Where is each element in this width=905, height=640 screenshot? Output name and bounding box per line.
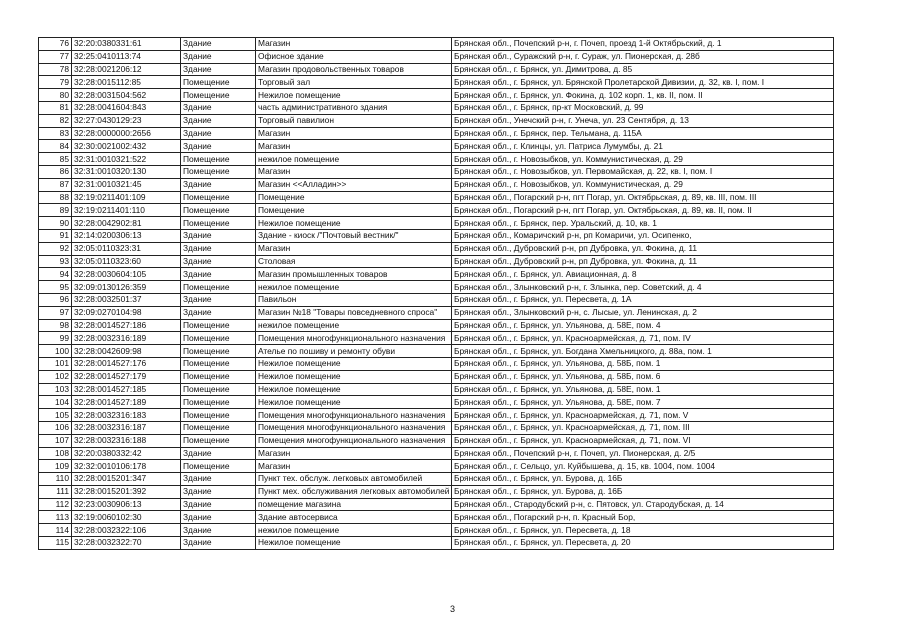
object-type-cell: Помещение [181,421,256,434]
row-number-cell: 101 [39,357,72,370]
address-cell: Брянская обл., Погарский р-н, пгт Погар, ул. Октябрьская, д. 89, кв. II, пом. II [452,204,834,217]
cadastral-number-cell: 32:28:0021206:12 [72,63,181,76]
row-number-cell: 110 [39,473,72,486]
object-name-cell: Помещение [256,191,452,204]
cadastral-number-cell: 32:30:0021002:432 [72,140,181,153]
table-row [39,485,834,498]
cadastral-number-cell: 32:31:0010321:45 [72,178,181,191]
object-type-cell: Здание [181,447,256,460]
row-number-cell: 115 [39,537,72,550]
object-type-cell: Здание [181,101,256,114]
cadastral-number-cell: 32:28:0031504:562 [72,89,181,102]
object-name-cell: Офисное здание [256,50,452,63]
object-name-cell: Магазин промышленных товаров [256,268,452,281]
cadastral-number-cell: 32:23:0030906:13 [72,498,181,511]
table-row [39,409,834,422]
address-cell: Брянская обл., Злынковский р-н, г. Злынка, пер. Советский, д. 4 [452,281,834,294]
object-type-cell: Здание [181,255,256,268]
table-row [39,89,834,102]
object-name-cell: Нежилое помещение [256,370,452,383]
object-name-cell: Нежилое помещение [256,217,452,230]
cadastral-number-cell: 32:25:0410113:74 [72,50,181,63]
cadastral-number-cell: 32:28:0000000:2656 [72,127,181,140]
object-name-cell: Магазин [256,242,452,255]
address-cell: Брянская обл., г. Новозыбков, ул. Коммунистическая, д. 29 [452,153,834,166]
cadastral-number-cell: 32:28:0014527:176 [72,357,181,370]
object-type-cell: Помещение [181,345,256,358]
cadastral-number-cell: 32:28:0032316:187 [72,421,181,434]
table-row [39,460,834,473]
cadastral-number-cell: 32:28:0032316:189 [72,332,181,345]
address-cell: Брянская обл., г. Брянск, ул. Бурова, д. 16Б [452,485,834,498]
address-cell: Брянская обл., г. Клинцы, ул. Патриса Лумумбы, д. 21 [452,140,834,153]
address-cell: Брянская обл., Злынковский р-н, с. Лысые, ул. Ленинская, д. 2 [452,306,834,319]
cadastral-number-cell: 32:19:0211401:109 [72,191,181,204]
object-type-cell: Здание [181,473,256,486]
cadastral-number-cell: 32:28:0014527:179 [72,370,181,383]
object-type-cell: Помещение [181,319,256,332]
object-name-cell: Нежилое помещение [256,383,452,396]
row-number-cell: 77 [39,50,72,63]
object-type-cell: Здание [181,293,256,306]
object-name-cell: нежилое помещение [256,281,452,294]
table-row [39,165,834,178]
object-type-cell: Помещение [181,370,256,383]
object-type-cell: Здание [181,114,256,127]
object-type-cell: Помещение [181,165,256,178]
object-name-cell: Магазин [256,127,452,140]
cadastral-number-cell: 32:28:0042902:81 [72,217,181,230]
cadastral-number-cell: 32:05:0110323:60 [72,255,181,268]
object-name-cell: Магазин <<Алладин>> [256,178,452,191]
address-cell: Брянская обл., г. Брянск, ул. Пересвета, д. 18 [452,524,834,537]
cadastral-number-cell: 32:28:0014527:185 [72,383,181,396]
address-cell: Брянская обл., Дубровский р-н, рп Дубровка, ул. Фокина, д. 11 [452,255,834,268]
row-number-cell: 82 [39,114,72,127]
object-type-cell: Здание [181,524,256,537]
object-name-cell: Помещения многофункционального назначения [256,332,452,345]
cadastral-number-cell: 32:20:0380332:42 [72,447,181,460]
row-number-cell: 84 [39,140,72,153]
row-number-cell: 91 [39,229,72,242]
object-type-cell: Здание [181,537,256,550]
address-cell: Брянская обл., Стародубский р-н, с. Пятовск, ул. Стародубская, д. 14 [452,498,834,511]
row-number-cell: 100 [39,345,72,358]
object-name-cell: Магазин №18 "Товары повседневного спроса" [256,306,452,319]
cadastral-number-cell: 32:19:0060102:30 [72,511,181,524]
table-row [39,447,834,460]
object-name-cell: Помещение [256,204,452,217]
address-cell: Брянская обл., г. Брянск, ул. Димитрова, д. 85 [452,63,834,76]
row-number-cell: 105 [39,409,72,422]
address-cell: Брянская обл., Суражский р-н, г. Сураж, ул. Пионерская, д. 28б [452,50,834,63]
row-number-cell: 108 [39,447,72,460]
object-type-cell: Помещение [181,396,256,409]
row-number-cell: 96 [39,293,72,306]
table-row [39,306,834,319]
table-row [39,255,834,268]
cadastral-number-cell: 32:14:0200306:13 [72,229,181,242]
table-row [39,434,834,447]
cadastral-number-cell: 32:19:0211401:110 [72,204,181,217]
table-row [39,76,834,89]
table-row [39,345,834,358]
cadastral-number-cell: 32:20:0380331:61 [72,38,181,51]
row-number-cell: 99 [39,332,72,345]
object-name-cell: Магазин [256,140,452,153]
address-cell: Брянская обл., г. Брянск, ул. Фокина, д. 102 корп. 1, кв. II, пом. II [452,89,834,102]
row-number-cell: 104 [39,396,72,409]
table-row [39,242,834,255]
object-type-cell: Здание [181,50,256,63]
table-row [39,38,834,51]
row-number-cell: 98 [39,319,72,332]
address-cell: Брянская обл., г. Брянск, ул. Ульянова, д. 58Е, пом. 7 [452,396,834,409]
address-cell: Брянская обл., г. Брянск, ул. Бурова, д. 16Б [452,473,834,486]
address-cell: Брянская обл., г. Брянск, ул. Брянской Пролетарской Дивизии, д. 32, кв. I, пом. I [452,76,834,89]
table-row [39,319,834,332]
row-number-cell: 89 [39,204,72,217]
object-name-cell: помещение магазина [256,498,452,511]
table-row [39,357,834,370]
object-type-cell: Помещение [181,460,256,473]
object-type-cell: Помещение [181,204,256,217]
object-type-cell: Здание [181,38,256,51]
row-number-cell: 113 [39,511,72,524]
object-name-cell: Здание автосервиса [256,511,452,524]
object-type-cell: Здание [181,511,256,524]
object-name-cell: Столовая [256,255,452,268]
cadastral-number-cell: 32:31:0010320:130 [72,165,181,178]
object-name-cell: часть административного здания [256,101,452,114]
object-name-cell: Помещения многофункционального назначения [256,409,452,422]
address-cell: Брянская обл., Дубровский р-н, рп Дубровка, ул. Фокина, д. 11 [452,242,834,255]
object-type-cell: Помещение [181,434,256,447]
object-type-cell: Помещение [181,383,256,396]
row-number-cell: 95 [39,281,72,294]
table-row [39,217,834,230]
cadastral-number-cell: 32:28:0032322:106 [72,524,181,537]
address-cell: Брянская обл., Почепский р-н, г. Почеп, проезд 1-й Октябрьский, д. 1 [452,38,834,51]
table-row [39,281,834,294]
object-type-cell: Здание [181,63,256,76]
cadastral-number-cell: 32:28:0015112:85 [72,76,181,89]
object-name-cell: Магазин [256,165,452,178]
address-cell: Брянская обл., г. Брянск, ул. Красноармейская, д. 71, пом. III [452,421,834,434]
object-name-cell: Ателье по пошиву и ремонту обуви [256,345,452,358]
cadastral-number-cell: 32:27:0430129:23 [72,114,181,127]
cadastral-number-cell: 32:28:0032316:183 [72,409,181,422]
address-cell: Брянская обл., г. Брянск, ул. Ульянова, д. 58Б, пом. 6 [452,370,834,383]
table-row [39,524,834,537]
row-number-cell: 81 [39,101,72,114]
object-name-cell: нежилое помещение [256,524,452,537]
row-number-cell: 78 [39,63,72,76]
address-cell: Брянская обл., г. Сельцо, ул. Куйбышева, д. 15, кв. 1004, пом. 1004 [452,460,834,473]
object-name-cell: нежилое помещение [256,153,452,166]
object-name-cell: Пункт мех. обслуживания легковых автомобилей [256,485,452,498]
cadastral-number-cell: 32:05:0110323:31 [72,242,181,255]
table-row [39,421,834,434]
cadastral-number-cell: 32:28:0030604:105 [72,268,181,281]
cadastral-number-cell: 32:28:0041604:843 [72,101,181,114]
cadastral-number-cell: 32:31:0010321:522 [72,153,181,166]
row-number-cell: 88 [39,191,72,204]
table-row [39,268,834,281]
table-row [39,101,834,114]
object-name-cell: Нежилое помещение [256,357,452,370]
row-number-cell: 92 [39,242,72,255]
address-cell: Брянская обл., г. Новозыбков, ул. Коммунистическая, д. 29 [452,178,834,191]
address-cell: Брянская обл., г. Брянск, пер. Тельмана, д. 115А [452,127,834,140]
table-row [39,191,834,204]
object-type-cell: Здание [181,178,256,191]
object-name-cell: Магазин [256,38,452,51]
address-cell: Брянская обл., г. Новозыбков, ул. Первомайская, д. 22, кв. I, пом. I [452,165,834,178]
row-number-cell: 94 [39,268,72,281]
table-row [39,114,834,127]
object-type-cell: Здание [181,127,256,140]
cadastral-number-cell: 32:28:0032316:188 [72,434,181,447]
object-name-cell: Магазин [256,460,452,473]
table-row [39,511,834,524]
object-type-cell: Здание [181,306,256,319]
object-type-cell: Здание [181,498,256,511]
table-row [39,396,834,409]
cadastral-number-cell: 32:32:0010106:178 [72,460,181,473]
cadastral-number-cell: 32:28:0015201:347 [72,473,181,486]
cadastral-number-cell: 32:09:0130126:359 [72,281,181,294]
table-row [39,229,834,242]
address-cell: Брянская обл., г. Брянск, ул. Пересвета, д. 1А [452,293,834,306]
object-type-cell: Помещение [181,332,256,345]
object-name-cell: Торговый зал [256,76,452,89]
table-row [39,293,834,306]
object-name-cell: Пункт тех. обслуж. легковых автомобилей [256,473,452,486]
object-type-cell: Здание [181,268,256,281]
object-type-cell: Здание [181,229,256,242]
object-name-cell: Магазин продовольственных товаров [256,63,452,76]
row-number-cell: 93 [39,255,72,268]
table-row [39,383,834,396]
table-row [39,153,834,166]
table-row [39,127,834,140]
cadastral-number-cell: 32:28:0014527:186 [72,319,181,332]
row-number-cell: 79 [39,76,72,89]
address-cell: Брянская обл., Унечский р-н, г. Унеча, ул. 23 Сентября, д. 13 [452,114,834,127]
row-number-cell: 90 [39,217,72,230]
table-row [39,473,834,486]
object-name-cell: Нежилое помещение [256,89,452,102]
address-cell: Брянская обл., г. Брянск, ул. Ульянова, д. 58Е, пом. 1 [452,383,834,396]
address-cell: Брянская обл., Почепский р-н, г. Почеп, ул. Пионерская, д. 2/5 [452,447,834,460]
address-cell: Брянская обл., г. Брянск, ул. Красноармейская, д. 71, пом. V [452,409,834,422]
row-number-cell: 106 [39,421,72,434]
cadastral-number-cell: 32:28:0032501:37 [72,293,181,306]
table-row [39,537,834,550]
address-cell: Брянская обл., г. Брянск, ул. Пересвета, д. 20 [452,537,834,550]
address-cell: Брянская обл., Погарский р-н, пгт Погар, ул. Октябрьская, д. 89, кв. III, пом. III [452,191,834,204]
row-number-cell: 102 [39,370,72,383]
row-number-cell: 111 [39,485,72,498]
object-name-cell: Здание - киоск /"Почтовый вестник/" [256,229,452,242]
table-row [39,178,834,191]
object-type-cell: Помещение [181,191,256,204]
address-cell: Брянская обл., г. Брянск, ул. Ульянова, д. 58Е, пом. 4 [452,319,834,332]
object-name-cell: Павильон [256,293,452,306]
row-number-cell: 86 [39,165,72,178]
object-type-cell: Помещение [181,357,256,370]
address-cell: Брянская обл., г. Брянск, пр-кт Московский, д. 99 [452,101,834,114]
row-number-cell: 103 [39,383,72,396]
object-name-cell: Помещения многофункционального назначения [256,421,452,434]
object-name-cell: Помещения многофункционального назначения [256,434,452,447]
address-cell: Брянская обл., г. Брянск, ул. Ульянова, д. 58Б, пом. 1 [452,357,834,370]
object-type-cell: Помещение [181,409,256,422]
object-type-cell: Помещение [181,217,256,230]
property-table-body [39,38,834,550]
row-number-cell: 97 [39,306,72,319]
row-number-cell: 87 [39,178,72,191]
object-type-cell: Помещение [181,76,256,89]
cadastral-number-cell: 32:09:0270104:98 [72,306,181,319]
object-name-cell: нежилое помещение [256,319,452,332]
row-number-cell: 80 [39,89,72,102]
object-type-cell: Помещение [181,89,256,102]
table-row [39,204,834,217]
cadastral-number-cell: 32:28:0015201:392 [72,485,181,498]
table-row [39,370,834,383]
row-number-cell: 107 [39,434,72,447]
row-number-cell: 114 [39,524,72,537]
table-row [39,498,834,511]
object-type-cell: Здание [181,242,256,255]
address-cell: Брянская обл., г. Брянск, ул. Красноармейская, д. 71, пом. VI [452,434,834,447]
object-name-cell: Нежилое помещение [256,537,452,550]
property-table [38,37,834,550]
cadastral-number-cell: 32:28:0042609:98 [72,345,181,358]
object-type-cell: Здание [181,140,256,153]
row-number-cell: 109 [39,460,72,473]
address-cell: Брянская обл., г. Брянск, пер. Уральский, д. 10, кв. 1 [452,217,834,230]
table-row [39,140,834,153]
address-cell: Брянская обл., г. Брянск, ул. Красноармейская, д. 71, пом. IV [452,332,834,345]
object-type-cell: Помещение [181,281,256,294]
object-name-cell: Нежилое помещение [256,396,452,409]
address-cell: Брянская обл., г. Брянск, ул. Богдана Хмельницкого, д. 88а, пом. 1 [452,345,834,358]
table-row [39,332,834,345]
row-number-cell: 83 [39,127,72,140]
cadastral-number-cell: 32:28:0032322:70 [72,537,181,550]
object-name-cell: Магазин [256,447,452,460]
table-row [39,63,834,76]
object-name-cell: Торговый павилион [256,114,452,127]
row-number-cell: 85 [39,153,72,166]
row-number-cell: 112 [39,498,72,511]
object-type-cell: Здание [181,485,256,498]
object-type-cell: Помещение [181,153,256,166]
address-cell: Брянская обл., Комаричский р-н, рп Комаричи, ул. Осипенко, [452,229,834,242]
address-cell: Брянская обл., г. Брянск, ул. Авиационная, д. 8 [452,268,834,281]
address-cell: Брянская обл., Погарский р-н, п. Красный Бор, [452,511,834,524]
table-row [39,50,834,63]
row-number-cell: 76 [39,38,72,51]
page-number: 3 [449,604,455,614]
cadastral-number-cell: 32:28:0014527:189 [72,396,181,409]
